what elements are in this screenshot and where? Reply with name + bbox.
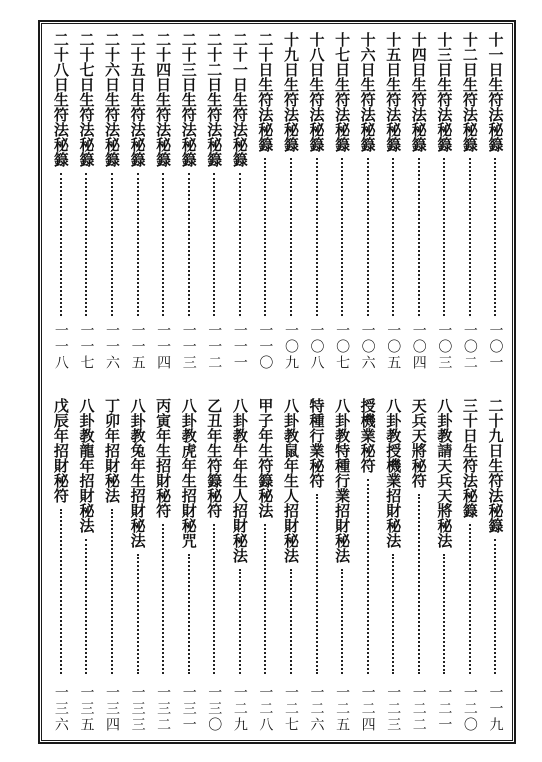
toc-entry-title: 丁卯年招財秘法 <box>103 398 121 503</box>
leader-dots <box>418 494 420 674</box>
toc-entry-page: 一一四 <box>155 323 172 371</box>
toc-entry-page: 一一一 <box>231 323 248 371</box>
toc-entry[interactable] <box>457 32 483 372</box>
toc-entry[interactable] <box>482 32 508 372</box>
toc-entry-title: 十一日生符法秘籙 <box>486 32 505 152</box>
leader-dots <box>137 173 139 316</box>
toc-entry[interactable] <box>201 32 227 372</box>
toc-entry-title: 八卦教請天兵天將秘法 <box>435 398 454 548</box>
toc-entry-page: 一三〇 <box>206 685 223 733</box>
toc-entry-title: 二十四日生符法秘籙 <box>154 32 173 167</box>
toc-entry-page: 一二四 <box>359 685 376 733</box>
leader-dots <box>392 554 394 674</box>
leader-dots <box>111 173 113 316</box>
toc-bottom-section <box>48 398 508 738</box>
toc-entry-title: 二十八日生符法秘籙 <box>51 32 70 167</box>
toc-entry-title: 三十日生符法秘籙 <box>460 398 479 518</box>
toc-entry-page: 一〇一 <box>487 323 504 371</box>
toc-entry-title: 十八日生符法秘籙 <box>307 32 326 152</box>
leader-dots <box>341 569 343 674</box>
toc-entry-page: 一〇二 <box>461 323 478 371</box>
toc-entry[interactable] <box>73 398 99 738</box>
leader-dots <box>290 158 292 316</box>
toc-entry[interactable] <box>201 398 227 738</box>
toc-entry-title: 二十九日生符法秘籙 <box>486 398 505 533</box>
toc-entry-page: 一三二 <box>155 685 172 733</box>
toc-entry-page: 一〇三 <box>436 323 453 371</box>
toc-entry-title: 乙丑年生符籙秘符 <box>205 398 224 518</box>
leader-dots <box>316 494 318 674</box>
toc-entry-page: 一三四 <box>104 685 120 733</box>
toc-entry[interactable] <box>252 32 278 372</box>
toc-entry-title: 八卦教龍年招財秘法 <box>77 398 96 533</box>
leader-dots <box>264 524 266 674</box>
toc-entry[interactable] <box>99 398 125 738</box>
toc-entry[interactable] <box>406 32 432 372</box>
toc-entry[interactable] <box>355 32 381 372</box>
leader-dots <box>418 158 420 316</box>
toc-entry[interactable] <box>176 32 202 372</box>
toc-entry-title: 二十六日生符法秘籙 <box>103 32 121 167</box>
toc-entry-title: 八卦教鼠年生人招財秘法 <box>281 398 300 563</box>
toc-entry-page: 一三一 <box>180 685 197 733</box>
toc-entry-page: 一一〇 <box>257 323 274 371</box>
toc-entry-title: 丙寅年生招財秘符 <box>154 398 173 518</box>
toc-entry-title: 十九日生符法秘籙 <box>281 32 300 152</box>
leader-dots <box>316 158 318 316</box>
leader-dots <box>213 524 215 674</box>
leader-dots <box>443 158 445 316</box>
toc-entry-page: 一二八 <box>257 685 274 733</box>
toc-entry[interactable] <box>329 398 355 738</box>
toc-entry-title: 十六日生符法秘籙 <box>358 32 377 152</box>
toc-entry-title: 十五日生符法秘籙 <box>384 32 403 152</box>
toc-entry-title: 十四日生符法秘籙 <box>409 32 428 152</box>
toc-entry-title: 十七日生符法秘籙 <box>333 32 352 152</box>
toc-entry[interactable] <box>48 398 74 738</box>
toc-entry-page: 一二六 <box>308 685 325 733</box>
toc-entry[interactable] <box>457 398 483 738</box>
toc-entry-title: 八卦教特種行業招財秘法 <box>333 398 352 563</box>
leader-dots <box>469 158 471 316</box>
toc-entry-title: 八卦教虎年生招財秘咒 <box>179 398 198 548</box>
toc-entry-title: 八卦教兔年生招財秘法 <box>128 398 147 548</box>
leader-dots <box>341 158 343 316</box>
toc-entry[interactable] <box>380 32 406 372</box>
toc-entry[interactable] <box>431 32 457 372</box>
toc-entry-title: 十三日生符法秘籙 <box>435 32 454 152</box>
leader-dots <box>239 173 241 316</box>
toc-entry[interactable] <box>304 32 330 372</box>
toc-entry-title: 八卦教授機業招財秘法 <box>384 398 403 548</box>
toc-entry-title: 二十日生符法秘籙 <box>256 32 275 152</box>
toc-entry-page: 一一二 <box>206 323 223 371</box>
toc-entry-title: 特種行業秘符 <box>307 398 326 488</box>
toc-entry-title: 戊辰年招財秘符 <box>51 398 70 503</box>
toc-entry[interactable] <box>482 398 508 738</box>
leader-dots <box>392 158 394 316</box>
toc-entry[interactable] <box>406 398 432 738</box>
toc-entry[interactable] <box>278 398 304 738</box>
toc-entry-page: 一一八 <box>52 323 69 371</box>
toc-entry-page: 一二七 <box>282 685 299 733</box>
leader-dots <box>188 554 190 674</box>
toc-entry-title: 十二日生符法秘籙 <box>460 32 479 152</box>
toc-entry[interactable] <box>125 32 151 372</box>
toc-entry[interactable] <box>380 398 406 738</box>
toc-entry-page: 一〇七 <box>334 323 351 371</box>
toc-entry[interactable] <box>252 398 278 738</box>
toc-entry[interactable] <box>227 32 253 372</box>
toc-entry-page: 一〇六 <box>359 323 376 371</box>
leader-dots <box>443 554 445 674</box>
leader-dots <box>60 509 62 674</box>
leader-dots <box>162 524 164 674</box>
leader-dots <box>367 479 369 674</box>
toc-entry-page: 一一九 <box>487 685 504 733</box>
toc-entry[interactable] <box>304 398 330 738</box>
toc-entry-title: 二十一日生符法秘籙 <box>230 32 249 167</box>
leader-dots <box>137 554 139 674</box>
toc-entry-title: 二十二日生符法秘籙 <box>205 32 224 167</box>
toc-entry-page: 一三五 <box>78 685 95 733</box>
toc-entry-title: 天兵天將秘符 <box>409 398 428 488</box>
toc-top-section <box>48 32 508 372</box>
toc-entry-page: 一二二 <box>410 685 427 733</box>
toc-entry[interactable] <box>125 398 151 738</box>
toc-entry-page: 一一三 <box>180 323 197 371</box>
toc-entry[interactable] <box>227 398 253 738</box>
leader-dots <box>290 569 292 674</box>
leader-dots <box>188 173 190 316</box>
toc-entry[interactable] <box>99 32 125 372</box>
toc-entry-page: 一二一 <box>436 685 453 733</box>
leader-dots <box>85 539 87 674</box>
leader-dots <box>111 509 113 674</box>
toc-entry-page: 一〇九 <box>282 323 299 371</box>
toc-entry-title: 二十三日生符法秘籙 <box>179 32 198 167</box>
toc-entry-page: 一三六 <box>52 685 69 733</box>
toc-entry-title: 二十七日生符法秘籙 <box>77 32 96 167</box>
toc-entry-page: 一三三 <box>129 685 146 733</box>
leader-dots <box>469 524 471 674</box>
leader-dots <box>213 173 215 316</box>
toc-entry-page: 一二九 <box>231 685 248 733</box>
toc-entry[interactable] <box>176 398 202 738</box>
toc-entry-title: 八卦教牛年生人招財秘法 <box>230 398 249 563</box>
toc-entry-page: 一二〇 <box>461 685 478 733</box>
toc-entry-page: 一一六 <box>104 323 120 371</box>
leader-dots <box>162 173 164 316</box>
toc-entry-page: 一二五 <box>334 685 351 733</box>
toc-entry[interactable] <box>431 398 457 738</box>
leader-dots <box>85 173 87 316</box>
toc-entry-title: 二十五日生符法秘籙 <box>128 32 147 167</box>
toc-entry-title: 授機業秘符 <box>358 398 377 473</box>
leader-dots <box>60 173 62 316</box>
toc-entry-page: 一二三 <box>385 685 402 733</box>
toc-entry-page: 一一五 <box>129 323 146 371</box>
leader-dots <box>239 569 241 674</box>
toc-entry[interactable] <box>355 398 381 738</box>
toc-entry-title: 甲子年生符籙秘法 <box>256 398 275 518</box>
toc-entry[interactable] <box>150 398 176 738</box>
toc-entry[interactable] <box>329 32 355 372</box>
toc-entry-page: 一〇五 <box>385 323 402 371</box>
toc-entry[interactable] <box>73 32 99 372</box>
leader-dots <box>367 158 369 316</box>
toc-entry-page: 一一七 <box>78 323 95 371</box>
leader-dots <box>264 158 266 316</box>
toc-entry-page: 一〇八 <box>308 323 325 371</box>
toc-entry-page: 一〇四 <box>410 323 427 371</box>
toc-entry[interactable] <box>150 32 176 372</box>
leader-dots <box>494 158 496 316</box>
leader-dots <box>494 539 496 674</box>
toc-entry[interactable] <box>278 32 304 372</box>
toc-entry[interactable] <box>48 32 74 372</box>
